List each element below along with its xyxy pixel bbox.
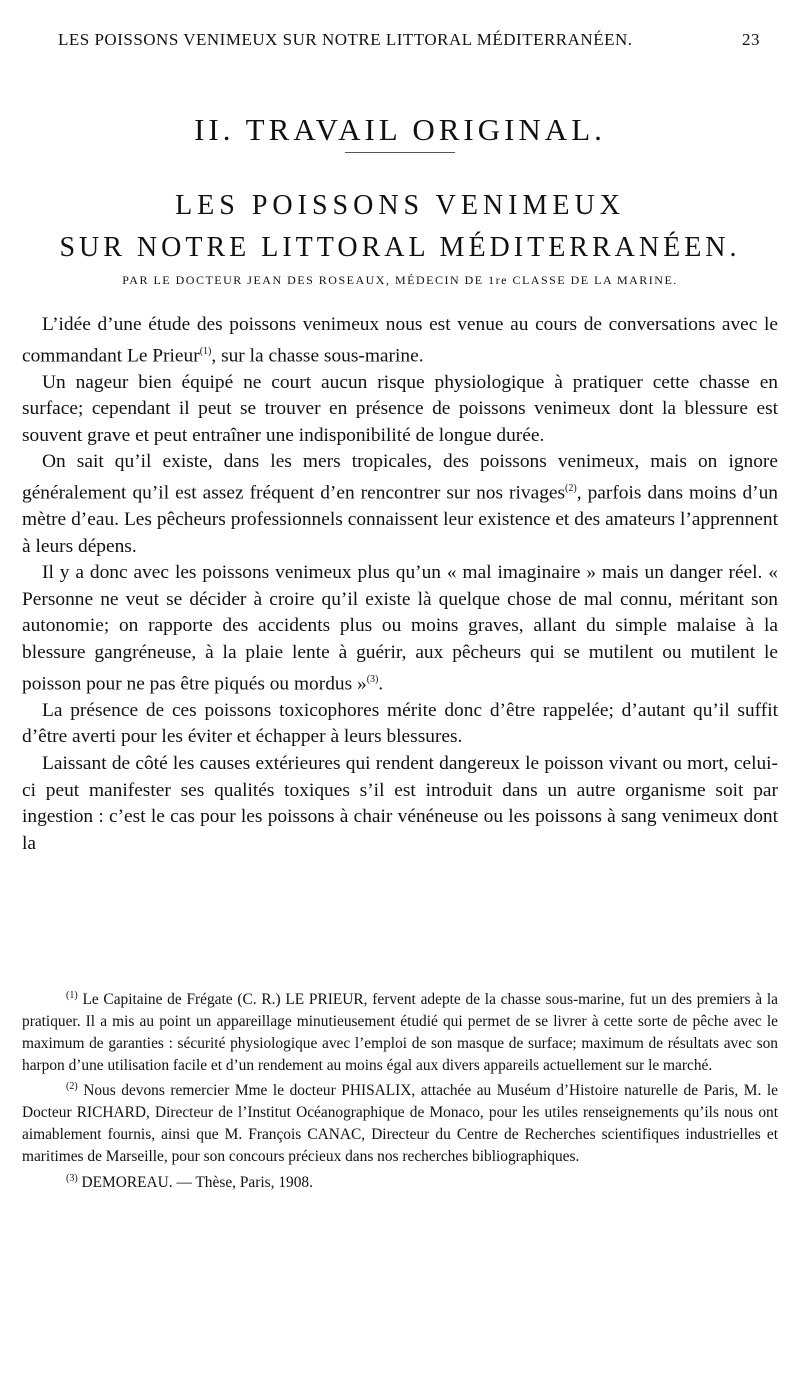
footnote-ref: (2) xyxy=(565,483,577,495)
footnote xyxy=(22,1076,778,1167)
paragraph-text: L’idée d’une étude des poissons venimeux nous est venue au cours de conversations avec le commandant Le Prieur xyxy=(22,314,778,367)
section-title: II. TRAVAIL ORIGINAL. xyxy=(194,112,606,147)
paragraph xyxy=(22,751,778,857)
footnote-text: DEMOREAU. — Thèse, Paris, 1908. xyxy=(81,1173,313,1191)
paragraph-text: , sur la chasse sous-marine. xyxy=(211,345,424,367)
author-byline: PAR LE DOCTEUR JEAN DES ROSEAUX, MÉDECIN DE 1re CLASSE DE LA MARINE. xyxy=(122,273,678,287)
footnote-ref: (3) xyxy=(366,673,379,685)
paragraph-text: , parfois dans moins d’un mètre d’eau. Les pêcheurs professionnels connaissent leur existence et des amateurs l’apprennent à leurs dépens. xyxy=(22,482,778,557)
footnote xyxy=(22,985,778,1076)
paragraph-text: Laissant de côté les causes extérieures qui rendent dangereux le poisson vivant ou mort, celui-ci peut manifester ses qualités toxiques s’il est introduit dans un autre organisme soit par ingestion : c’est le cas pour les poissons à chair vénéneuse ou les poissons à sang venimeux dont la xyxy=(22,752,778,854)
paragraph-text: Un nageur bien équipé ne court aucun risque physiologique à pratiquer cette chasse en surface; cependant il peut se trouver en présence de poissons venimeux dont la blessure est souvent grave et peut entraîner une indisponibilité de longue durée. xyxy=(22,371,778,446)
paragraph-text: . xyxy=(378,673,384,695)
paragraph-text: Il y a donc avec les poissons venimeux plus qu’un « mal imaginaire » mais un danger réel. « Personne ne veut se décider à croire qu’il existe là quelque chose de mal connu, méritant son autonomie; on rapporte des accidents plus ou moins graves, allant du simple malaise à la blessure gangréneuse, à la plaie lente à guérir, aux pêcheurs qui se mutilent ou mutilent le poisson pour ne pas être piqués ou mordus » xyxy=(22,562,778,695)
footnote-text: Nous devons remercier Mme le docteur PHISALIX, attachée au Muséum d’Histoire naturelle de Paris, M. le Docteur RICHARD, Directeur de l’Institut Océanographique de Monaco, pour les utiles renseignements qu’ils nous ont aimablement fournis, ainsi que M. François CANAC, Directeur du Centre de Recherches scientifiques industrielles et maritimes de Marseille, pour son concours précieux dans nos recherches bibliographiques. xyxy=(22,1082,778,1165)
footnote-ref: (1) xyxy=(199,345,212,357)
article-body xyxy=(22,312,778,857)
paragraph xyxy=(22,449,778,560)
paragraph xyxy=(22,312,778,370)
footnote-marker: (2) xyxy=(66,1081,78,1093)
footnote-text: Le Capitaine de Frégate (C. R.) LE PRIEUR, fervent adepte de la chasse sous-marine, fut un des premiers à la pratiquer. Il a mis au point un appareillage minutieusement étudié qui permet de se livrer à cette sorte de pêche avec le maximum de garanties : sécurité physiologique avec l’emploi de son masque de surface; maximum de résultats avec son harpon d’une utilisation facile et d’un rendement au moins égal aux divers appareils actuellement sur le marché. xyxy=(22,991,778,1074)
paragraph-text: La présence de ces poissons toxicophores mérite donc d’être rappelée; d’autant qu’il suffit d’être averti pour les éviter et échapper à leurs blessures. xyxy=(22,699,778,748)
footnotes xyxy=(22,985,778,1194)
page-number: 23 xyxy=(742,30,760,49)
paragraph-text: On sait qu’il existe, dans les mers tropicales, des poissons venimeux, mais on ignore généralement qu’il est assez fréquent d’en rencontrer sur nos rivages xyxy=(22,451,778,504)
title-divider xyxy=(345,152,455,153)
paragraph xyxy=(22,560,778,697)
paragraph xyxy=(22,698,778,751)
article-title-line-1: LES POISSONS VENIMEUX xyxy=(175,190,625,221)
running-head xyxy=(58,30,760,50)
footnote-marker: (1) xyxy=(66,990,78,1001)
running-title: LES POISSONS VENIMEUX SUR NOTRE LITTORAL MÉDITERRANÉEN. xyxy=(58,30,633,49)
footnote xyxy=(22,1168,778,1194)
footnote-marker: (3) xyxy=(66,1172,78,1184)
article-title-line-2: SUR NOTRE LITTORAL MÉDITERRANÉEN. xyxy=(59,232,741,263)
paragraph xyxy=(22,370,778,450)
